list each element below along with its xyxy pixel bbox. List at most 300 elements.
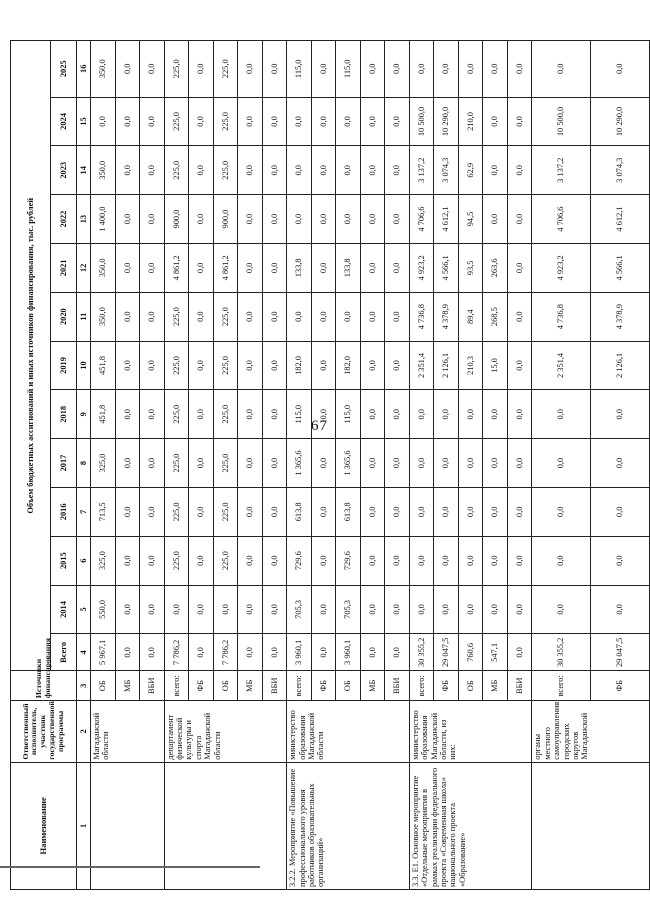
- year-value: 0,0: [238, 390, 263, 439]
- year-value: 0,0: [91, 97, 116, 146]
- header-column-number: 10: [77, 341, 91, 390]
- funding-source: ФБ: [591, 671, 650, 701]
- year-value: 350,0: [91, 146, 116, 195]
- year-value: 0,0: [238, 585, 263, 634]
- year-value: 325,0: [91, 439, 116, 488]
- year-value: 10 500,0: [532, 97, 591, 146]
- year-value: 0,0: [507, 536, 532, 585]
- year-value: 0,0: [115, 341, 140, 390]
- funding-source: ФБ: [434, 671, 459, 701]
- year-value: 350,0: [91, 41, 116, 98]
- header-volume-title: Объем бюджетных ассигнований и иных источников финансирования, тыс. рублей: [11, 41, 51, 671]
- responsible-executor: Магаданской области: [91, 701, 165, 763]
- funding-source: ВБИ: [140, 671, 165, 701]
- header-year: 2021: [51, 243, 77, 292]
- year-value: 0,0: [458, 41, 483, 98]
- year-value: 0,0: [311, 292, 336, 341]
- year-value: 0,0: [385, 146, 410, 195]
- year-value: 4 566,1: [591, 243, 650, 292]
- year-value: 0,0: [189, 41, 214, 98]
- total-value: 3 960,1: [287, 634, 312, 671]
- year-value: 0,0: [287, 97, 312, 146]
- year-value: 451,8: [91, 390, 116, 439]
- year-value: 705,3: [287, 585, 312, 634]
- year-value: 0,0: [507, 439, 532, 488]
- year-value: 0,0: [311, 195, 336, 244]
- total-value: 760,6: [458, 634, 483, 671]
- year-value: 0,0: [360, 536, 385, 585]
- year-value: 0,0: [483, 195, 508, 244]
- header-year: 2023: [51, 146, 77, 195]
- year-value: 0,0: [360, 97, 385, 146]
- year-value: 0,0: [434, 487, 459, 536]
- header-column-number: 16: [77, 41, 91, 98]
- total-value: 7 786,2: [213, 634, 238, 671]
- year-value: 0,0: [311, 341, 336, 390]
- header-year: 2019: [51, 341, 77, 390]
- year-value: 0,0: [409, 585, 434, 634]
- funding-source: всего:: [164, 671, 189, 701]
- funding-source: всего:: [409, 671, 434, 701]
- year-value: 0,0: [238, 292, 263, 341]
- year-value: 0,0: [434, 41, 459, 98]
- year-value: 0,0: [189, 439, 214, 488]
- year-value: 225,0: [213, 146, 238, 195]
- responsible-executor: министерство образования Магаданской области: [287, 701, 410, 763]
- measure-name: 3.2.2. Мероприятие «Повышение профессионального уровня работников образовательных организаций»: [287, 762, 410, 889]
- year-value: 4 736,8: [532, 292, 591, 341]
- year-value: 0,0: [458, 390, 483, 439]
- year-value: 451,8: [91, 341, 116, 390]
- year-value: 0,0: [140, 390, 165, 439]
- funding-source: ОБ: [91, 671, 116, 701]
- funding-source: МБ: [360, 671, 385, 701]
- year-value: 225,0: [164, 146, 189, 195]
- year-value: 4 923,2: [532, 243, 591, 292]
- year-value: 0,0: [189, 97, 214, 146]
- funding-source: МБ: [115, 671, 140, 701]
- year-value: 1 365,6: [287, 439, 312, 488]
- header-year: 2022: [51, 195, 77, 244]
- year-value: 0,0: [532, 585, 591, 634]
- total-value: 0,0: [507, 634, 532, 671]
- year-value: 4 706,6: [532, 195, 591, 244]
- year-value: 225,0: [213, 536, 238, 585]
- table-row: [532, 41, 591, 890]
- year-value: 225,0: [213, 341, 238, 390]
- year-value: 225,0: [164, 341, 189, 390]
- year-value: 0,0: [483, 146, 508, 195]
- year-value: 0,0: [591, 41, 650, 98]
- year-value: 0,0: [115, 390, 140, 439]
- header-column-number: 8: [77, 439, 91, 488]
- year-value: 0,0: [115, 243, 140, 292]
- year-value: 0,0: [262, 585, 287, 634]
- header-column-number: 1: [77, 762, 91, 889]
- funding-source: всего:: [287, 671, 312, 701]
- year-value: 225,0: [213, 292, 238, 341]
- year-value: 0,0: [507, 390, 532, 439]
- header-source: Источники финансирования: [11, 671, 77, 701]
- year-value: 0,0: [458, 487, 483, 536]
- responsible-executor: органы местного самоуправления городских округов Магаданской: [532, 701, 650, 763]
- year-value: 0,0: [336, 97, 361, 146]
- funding-source: всего:: [532, 671, 591, 701]
- year-value: 0,0: [409, 487, 434, 536]
- year-value: 0,0: [287, 292, 312, 341]
- year-value: 1 365,6: [336, 439, 361, 488]
- year-value: 0,0: [238, 195, 263, 244]
- total-value: 547,1: [483, 634, 508, 671]
- header-column-number: 11: [77, 292, 91, 341]
- year-value: 0,0: [311, 439, 336, 488]
- header-name: Наименование: [11, 762, 77, 889]
- year-value: 0,0: [238, 146, 263, 195]
- year-value: 0,0: [115, 195, 140, 244]
- year-value: 0,0: [238, 487, 263, 536]
- year-value: 4 612,1: [434, 195, 459, 244]
- year-value: 0,0: [189, 243, 214, 292]
- year-value: 0,0: [434, 439, 459, 488]
- year-value: 0,0: [458, 536, 483, 585]
- page-number: 67: [311, 418, 328, 434]
- year-value: 0,0: [409, 536, 434, 585]
- year-value: 0,0: [336, 292, 361, 341]
- year-value: 93,5: [458, 243, 483, 292]
- year-value: 350,0: [91, 243, 116, 292]
- year-value: 0,0: [483, 41, 508, 98]
- funding-source: ВБИ: [262, 671, 287, 701]
- funding-source: МБ: [483, 671, 508, 701]
- year-value: 0,0: [385, 41, 410, 98]
- year-value: 0,0: [238, 536, 263, 585]
- year-value: 0,0: [385, 487, 410, 536]
- year-value: 0,0: [532, 487, 591, 536]
- year-value: 0,0: [507, 341, 532, 390]
- year-value: 0,0: [507, 195, 532, 244]
- year-value: 0,0: [262, 97, 287, 146]
- year-value: 0,0: [140, 97, 165, 146]
- year-value: 0,0: [483, 536, 508, 585]
- table-row: [164, 41, 189, 890]
- header-year: 2024: [51, 97, 77, 146]
- year-value: 0,0: [189, 585, 214, 634]
- year-value: 0,0: [385, 243, 410, 292]
- year-value: 2 126,1: [434, 341, 459, 390]
- year-value: 0,0: [189, 195, 214, 244]
- header-column-number: 5: [77, 585, 91, 634]
- year-value: 0,0: [238, 41, 263, 98]
- header-responsible: Ответственный исполнитель, участник государственной программы: [11, 701, 77, 763]
- measure-name: 3.3. Е1. Основное мероприятие «Отдельные мероприятия в рамках реализации федерального проекта «Современная школа» национального проекта «Образование»: [409, 762, 532, 889]
- year-value: 0,0: [591, 390, 650, 439]
- year-value: 0,0: [287, 146, 312, 195]
- year-value: 0,0: [115, 487, 140, 536]
- year-value: 0,0: [238, 341, 263, 390]
- year-value: 0,0: [360, 195, 385, 244]
- year-value: 133,8: [287, 243, 312, 292]
- year-value: 0,0: [360, 341, 385, 390]
- year-value: 0,0: [189, 390, 214, 439]
- year-value: 4 861,2: [164, 243, 189, 292]
- year-value: 613,8: [287, 487, 312, 536]
- year-value: 0,0: [434, 390, 459, 439]
- year-value: 0,0: [385, 97, 410, 146]
- year-value: 0,0: [189, 536, 214, 585]
- header-column-number: 14: [77, 146, 91, 195]
- year-value: 115,0: [336, 41, 361, 98]
- header-column-number: 15: [77, 97, 91, 146]
- year-value: 10 500,0: [409, 97, 434, 146]
- year-value: 89,4: [458, 292, 483, 341]
- rotated-table-container: [10, 40, 650, 890]
- year-value: 550,0: [91, 585, 116, 634]
- year-value: 0,0: [360, 146, 385, 195]
- year-value: 0,0: [287, 195, 312, 244]
- year-value: 115,0: [336, 390, 361, 439]
- responsible-executor: департамент физической культуры и спорта Магаданской области: [164, 701, 287, 763]
- header-column-number: 12: [77, 243, 91, 292]
- header-column-number: 2: [77, 701, 91, 763]
- year-value: 729,6: [287, 536, 312, 585]
- year-value: 0,0: [262, 146, 287, 195]
- year-value: 3 074,3: [434, 146, 459, 195]
- year-value: 0,0: [532, 41, 591, 98]
- year-value: 0,0: [262, 341, 287, 390]
- year-value: 225,0: [164, 487, 189, 536]
- year-value: 0,0: [360, 585, 385, 634]
- year-value: 0,0: [385, 536, 410, 585]
- funding-source: ФБ: [189, 671, 214, 701]
- header-column-number: 9: [77, 390, 91, 439]
- total-value: 5 967,1: [91, 634, 116, 671]
- year-value: 0,0: [213, 585, 238, 634]
- year-value: 4 378,9: [591, 292, 650, 341]
- year-value: 182,0: [336, 341, 361, 390]
- year-value: 0,0: [507, 487, 532, 536]
- total-value: 29 047,5: [591, 634, 650, 671]
- year-value: 0,0: [591, 585, 650, 634]
- year-value: 0,0: [311, 536, 336, 585]
- header-year: 2016: [51, 487, 77, 536]
- year-value: 0,0: [507, 292, 532, 341]
- funding-source: ВБИ: [507, 671, 532, 701]
- year-value: 0,0: [115, 97, 140, 146]
- year-value: 0,0: [311, 585, 336, 634]
- total-value: 0,0: [189, 634, 214, 671]
- year-value: 225,0: [213, 97, 238, 146]
- year-value: 0,0: [311, 487, 336, 536]
- header-year: 2017: [51, 439, 77, 488]
- year-value: 0,0: [507, 243, 532, 292]
- table-row: [91, 41, 116, 890]
- measure-name: [91, 762, 165, 889]
- year-value: 0,0: [238, 439, 263, 488]
- year-value: 0,0: [311, 243, 336, 292]
- header-column-number: 7: [77, 487, 91, 536]
- year-value: 115,0: [287, 41, 312, 98]
- year-value: 2 351,4: [532, 341, 591, 390]
- year-value: 15,0: [483, 341, 508, 390]
- year-value: 0,0: [385, 341, 410, 390]
- year-value: 182,0: [287, 341, 312, 390]
- year-value: 0,0: [262, 439, 287, 488]
- year-value: 0,0: [262, 195, 287, 244]
- header-year: 2020: [51, 292, 77, 341]
- year-value: 0,0: [262, 536, 287, 585]
- table-body: [91, 41, 650, 890]
- funding-source: ОБ: [213, 671, 238, 701]
- header-year: 2018: [51, 390, 77, 439]
- total-value: 29 047,5: [434, 634, 459, 671]
- year-value: 0,0: [360, 487, 385, 536]
- header-column-number: 6: [77, 536, 91, 585]
- year-value: 10 290,0: [591, 97, 650, 146]
- year-value: 0,0: [483, 390, 508, 439]
- year-value: 225,0: [164, 390, 189, 439]
- year-value: 0,0: [434, 536, 459, 585]
- total-value: 0,0: [311, 634, 336, 671]
- measure-name: [164, 762, 287, 889]
- total-value: 30 355,2: [532, 634, 591, 671]
- year-value: 0,0: [115, 292, 140, 341]
- total-value: 0,0: [385, 634, 410, 671]
- year-value: 0,0: [385, 439, 410, 488]
- year-value: 0,0: [385, 585, 410, 634]
- year-value: 0,0: [591, 536, 650, 585]
- year-value: 0,0: [262, 390, 287, 439]
- year-value: 0,0: [458, 585, 483, 634]
- year-value: 0,0: [385, 390, 410, 439]
- year-value: 0,0: [140, 146, 165, 195]
- funding-source: ОБ: [336, 671, 361, 701]
- year-value: 94,5: [458, 195, 483, 244]
- total-value: 3 960,1: [336, 634, 361, 671]
- year-value: 0,0: [140, 536, 165, 585]
- year-value: 0,0: [507, 585, 532, 634]
- year-value: 0,0: [140, 41, 165, 98]
- year-value: 0,0: [532, 390, 591, 439]
- measure-name: [532, 762, 650, 889]
- year-value: 4 861,2: [213, 243, 238, 292]
- funding-table: [10, 40, 650, 890]
- year-value: 0,0: [434, 585, 459, 634]
- header-column-number: 3: [77, 671, 91, 701]
- total-value: 0,0: [262, 634, 287, 671]
- year-value: 225,0: [213, 439, 238, 488]
- year-value: 0,0: [140, 487, 165, 536]
- total-value: 7 786,2: [164, 634, 189, 671]
- year-value: 0,0: [262, 243, 287, 292]
- total-value: 0,0: [115, 634, 140, 671]
- year-value: 210,0: [458, 97, 483, 146]
- year-value: 263,6: [483, 243, 508, 292]
- year-value: 0,0: [311, 97, 336, 146]
- year-value: 225,0: [164, 41, 189, 98]
- year-value: 4 612,1: [591, 195, 650, 244]
- year-value: 0,0: [140, 195, 165, 244]
- year-value: 713,5: [91, 487, 116, 536]
- year-value: 705,3: [336, 585, 361, 634]
- year-value: 0,0: [458, 439, 483, 488]
- year-value: 900,0: [213, 195, 238, 244]
- year-value: 0,0: [409, 390, 434, 439]
- year-value: 0,0: [140, 585, 165, 634]
- funding-source: МБ: [238, 671, 263, 701]
- total-value: 0,0: [238, 634, 263, 671]
- year-value: 0,0: [336, 195, 361, 244]
- year-value: 0,0: [336, 146, 361, 195]
- responsible-executor: министерство образования Магаданской области, из них:: [409, 701, 532, 763]
- year-value: 0,0: [262, 487, 287, 536]
- year-value: 3 137,2: [532, 146, 591, 195]
- year-value: 729,6: [336, 536, 361, 585]
- year-value: 133,8: [336, 243, 361, 292]
- year-value: 225,0: [213, 41, 238, 98]
- table-row: [287, 41, 312, 890]
- header-year: 2015: [51, 536, 77, 585]
- year-value: 0,0: [483, 585, 508, 634]
- year-value: 0,0: [115, 585, 140, 634]
- year-value: 0,0: [532, 536, 591, 585]
- total-value: 30 355,2: [409, 634, 434, 671]
- year-value: 115,0: [287, 390, 312, 439]
- year-value: 0,0: [115, 439, 140, 488]
- scan-edge-line: [0, 866, 260, 868]
- year-value: 2 126,1: [591, 341, 650, 390]
- year-value: 4 378,9: [434, 292, 459, 341]
- year-value: 1 400,0: [91, 195, 116, 244]
- year-value: 0,0: [360, 243, 385, 292]
- year-value: 4 923,2: [409, 243, 434, 292]
- year-value: 0,0: [507, 146, 532, 195]
- year-value: 210,3: [458, 341, 483, 390]
- year-value: 0,0: [507, 41, 532, 98]
- year-value: 613,8: [336, 487, 361, 536]
- year-value: 0,0: [311, 41, 336, 98]
- year-value: 0,0: [360, 439, 385, 488]
- year-value: 0,0: [189, 292, 214, 341]
- year-value: 0,0: [140, 341, 165, 390]
- year-value: 10 290,0: [434, 97, 459, 146]
- year-value: 225,0: [164, 536, 189, 585]
- year-value: 0,0: [189, 341, 214, 390]
- year-value: 0,0: [140, 243, 165, 292]
- year-value: 225,0: [213, 390, 238, 439]
- year-value: 0,0: [238, 97, 263, 146]
- year-value: 0,0: [385, 292, 410, 341]
- year-value: 0,0: [591, 487, 650, 536]
- year-value: 62,9: [458, 146, 483, 195]
- header-total: Всего: [51, 634, 77, 671]
- year-value: 3 137,2: [409, 146, 434, 195]
- year-value: 0,0: [311, 146, 336, 195]
- year-value: 0,0: [360, 390, 385, 439]
- year-value: 0,0: [238, 243, 263, 292]
- year-value: 0,0: [483, 487, 508, 536]
- year-value: 225,0: [164, 97, 189, 146]
- funding-source: ОБ: [458, 671, 483, 701]
- year-value: 0,0: [115, 41, 140, 98]
- year-value: 4 706,6: [409, 195, 434, 244]
- header-year: 2025: [51, 41, 77, 98]
- year-value: 0,0: [360, 292, 385, 341]
- year-value: 0,0: [140, 292, 165, 341]
- year-value: 225,0: [164, 439, 189, 488]
- year-value: 0,0: [507, 97, 532, 146]
- funding-source: ВБИ: [385, 671, 410, 701]
- year-value: 0,0: [115, 146, 140, 195]
